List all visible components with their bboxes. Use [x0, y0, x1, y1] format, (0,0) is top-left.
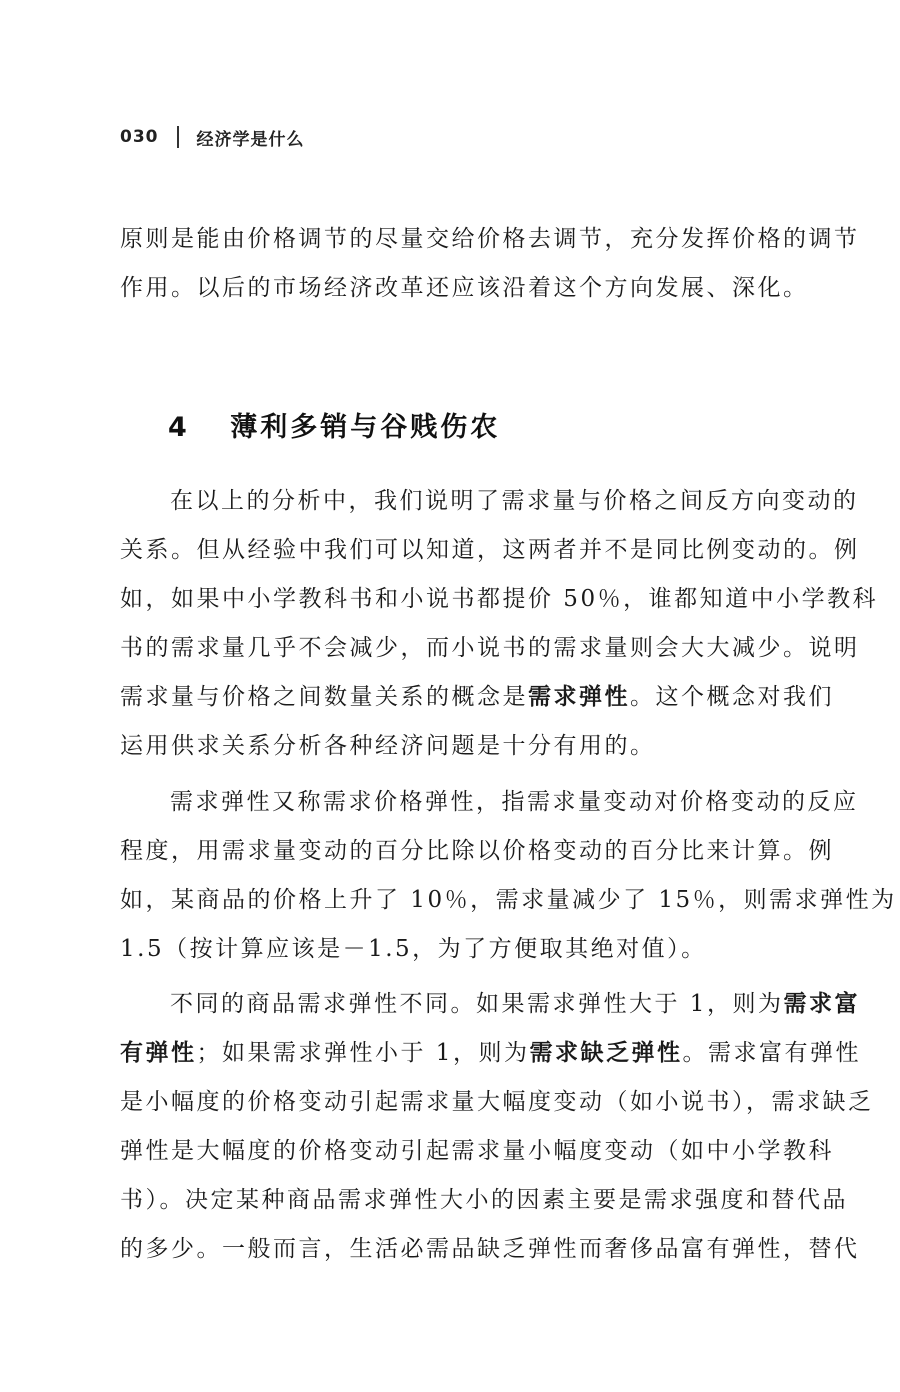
page-number: 030 — [120, 127, 159, 147]
key-term: 需求缺乏弹性 — [529, 1040, 683, 1066]
text-fragment: 需求量与价格之间数量关系的概念是 — [120, 684, 528, 710]
text-line: 运用供求关系分析各种经济问题是十分有用的。 — [120, 733, 656, 759]
section-title: 薄利多销与谷贱伤农 — [230, 412, 501, 443]
paragraph-elasticity-types — [120, 980, 874, 1274]
section-number: 4 — [168, 412, 190, 443]
book-title: 经济学是什么 — [196, 129, 305, 150]
key-term: 需求弹性 — [528, 684, 630, 710]
running-header — [120, 122, 305, 152]
header-divider — [177, 126, 179, 148]
text-line: 1.5（按计算应该是－1.5，为了方便取其绝对值）。 — [120, 936, 707, 962]
text-fragment: 不同的商品需求弹性不同。如果需求弹性大于 1，则为 — [170, 991, 784, 1017]
text-line: 在以上的分析中，我们说明了需求量与价格之间反方向变动的 — [170, 488, 859, 514]
text-fragment: 。需求富有弹性 — [682, 1040, 861, 1066]
intro-paragraph — [120, 215, 860, 313]
paragraph-elasticity-definition — [120, 778, 897, 974]
text-line: 程度，用需求量变动的百分比除以价格变动的百分比来计算。例 — [120, 838, 834, 864]
text-line: 弹性是大幅度的价格变动引起需求量小幅度变动（如中小学教科 — [120, 1138, 834, 1164]
text-line: 关系。但从经验中我们可以知道，这两者并不是同比例变动的。例 — [120, 537, 860, 563]
text-line — [120, 673, 834, 722]
text-line: 的多少。一般而言，生活必需品缺乏弹性而奢侈品富有弹性，替代 — [120, 1236, 860, 1262]
text-fragment: ；如果需求弹性小于 1，则为 — [196, 1040, 530, 1066]
text-line — [120, 1029, 861, 1078]
text-line: 原则是能由价格调节的尽量交给价格去调节，充分发挥价格的调节 — [120, 226, 860, 252]
text-line: 是小幅度的价格变动引起需求量大幅度变动（如小说书），需求缺乏 — [120, 1089, 874, 1115]
key-term: 需求富 — [783, 991, 860, 1017]
text-line: 如，某商品的价格上升了 10％，需求量减少了 15％，则需求弹性为 — [120, 887, 897, 913]
text-line — [120, 980, 860, 1029]
text-line: 书的需求量几乎不会减少，而小说书的需求量则会大大减少。说明 — [120, 635, 860, 661]
text-line: 作用。以后的市场经济改革还应该沿着这个方向发展、深化。 — [120, 275, 809, 301]
section-heading — [168, 405, 500, 444]
paragraph-demand-elasticity-intro — [120, 477, 879, 771]
text-fragment: 。这个概念对我们 — [630, 684, 834, 710]
text-line: 如，如果中小学教科书和小说书都提价 50％，谁都知道中小学教科 — [120, 586, 879, 612]
text-line: 需求弹性又称需求价格弹性，指需求量变动对价格变动的反应 — [170, 789, 859, 815]
key-term: 有弹性 — [120, 1040, 197, 1066]
text-line: 书）。决定某种商品需求弹性大小的因素主要是需求强度和替代品 — [120, 1187, 848, 1213]
